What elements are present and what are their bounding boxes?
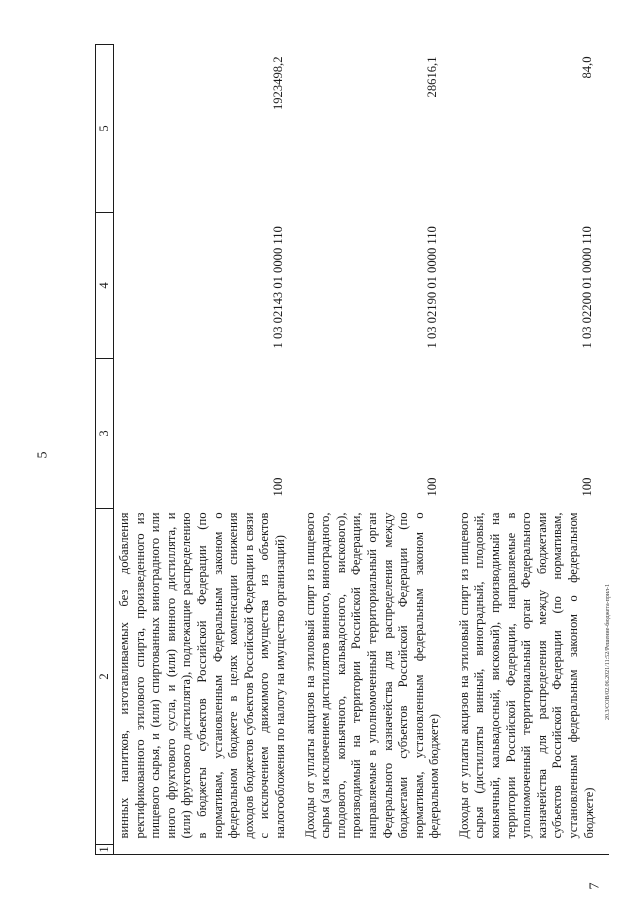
- column-header-2: 2: [96, 509, 114, 845]
- row-number-cell: [114, 845, 301, 855]
- row-amount: 84,0: [579, 56, 594, 79]
- row-normative: 100: [425, 477, 440, 497]
- table-row: [301, 45, 455, 855]
- row-budget-code: 1 03 02200 01 0000 110: [579, 226, 594, 349]
- rotated-page-content: [95, 45, 596, 855]
- revenue-table: [95, 44, 609, 855]
- row-budget-code: 1 03 02143 01 0000 110: [270, 226, 285, 349]
- corner-page-number: 7: [587, 882, 603, 890]
- footer-document-code: 20.3/СОВ/02.06.2021/11:52/Решение-бюджета-прил-1: [605, 583, 611, 720]
- column-header-4: 4: [96, 213, 114, 359]
- row-normative: 100: [270, 477, 285, 497]
- column-header-3: 3: [96, 359, 114, 509]
- page-number: 5: [35, 451, 51, 459]
- row-amount: 28616,1: [425, 56, 440, 98]
- row-number-cell: [301, 845, 455, 855]
- row-normative: 100: [579, 477, 594, 497]
- row-description: Доходы от уплаты акцизов на этиловый спирт из пищевого сырья (дистилляты винный, виноградный, плодовый, коньячный, кальвадосный, висковый), производимый на территории Российской Федерации, направляемые в уполномоченный территориальный орган Федерального казначейства для распределения между бюджетами субъектов Российской Федерации (по нормативам, установленным федеральным законом о федеральном бюджете): [456, 512, 596, 839]
- column-header-1: 1: [96, 845, 114, 855]
- row-description: винных напитков, изготавливаемых без добавления ректификованного этилового спирта, произведенного из пищевого сырья, и (или) спиртованных виноградного или иного фруктового сусла, и (или) винного дистиллята, и (или) фруктового дистиллята), подлежащие распределению в бюджеты субъектов Российской Федерации (по нормативам, установленным Федеральным законом о федеральном бюджете в целях компенсации снижения доходов бюджетов субъектов Российской Федерации в связи с исключением движимого имущества из объектов налогообложения по налогу на имущество организаций): [117, 512, 287, 839]
- row-description: Доходы от уплаты акцизов на этиловый спирт из пищевого сырья (за исключением дистиллятов винного, виноградного, плодового, коньячного, кальвадосного, вискового), производимый на территории Российской Федерации, направляемые в уполномоченный территориальный орган Федерального казначейства для распределения между бюджетами субъектов Российской Федерации (по нормативам, установленным федеральным законом о федеральном бюджете): [302, 512, 442, 839]
- row-amount: 1923498,2: [270, 56, 285, 111]
- column-header-5: 5: [96, 45, 114, 213]
- row-number-cell: [455, 845, 609, 855]
- row-budget-code: 1 03 02190 01 0000 110: [425, 226, 440, 349]
- table-header-row: [96, 45, 114, 855]
- table-row: [114, 45, 301, 855]
- table-row: [455, 45, 609, 855]
